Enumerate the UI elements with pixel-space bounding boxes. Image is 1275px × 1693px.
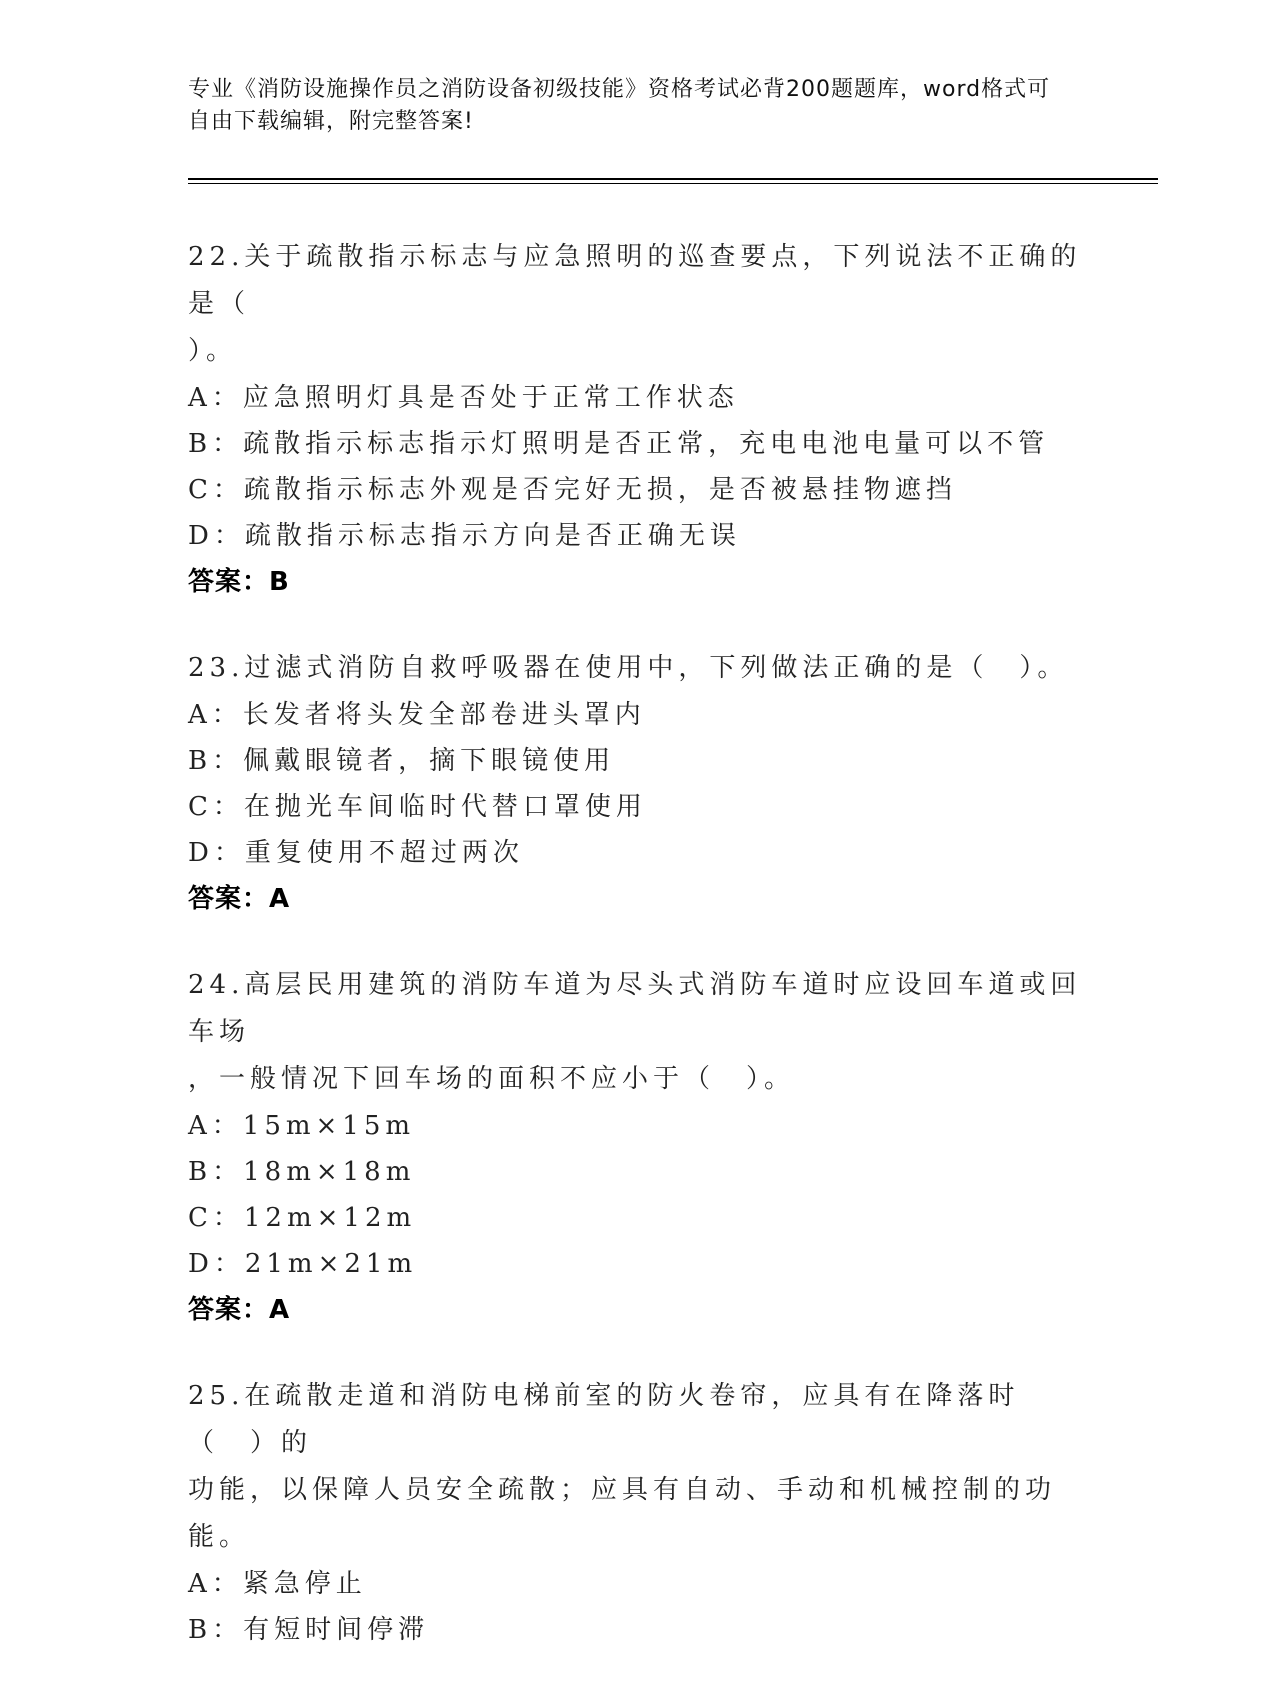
- answer-label: 答案：: [188, 884, 270, 914]
- option-b: B：有短时间停滞: [188, 1615, 430, 1645]
- option-c: C：在抛光车间临时代替口罩使用: [188, 792, 647, 822]
- answer-label: 答案：: [188, 1295, 270, 1325]
- question-text-line: 22.关于疏散指示标志与应急照明的巡查要点，下列说法不正确的是（: [188, 242, 1082, 319]
- answer-value: A: [269, 884, 290, 914]
- option-d: D：疏散指示标志指示方向是否正确无误: [188, 521, 741, 551]
- question-text-line: 功能，以保障人员安全疏散；应具有自动、手动和机械控制的功能。: [188, 1475, 1057, 1552]
- option-a: A：长发者将头发全部卷进头罩内: [188, 700, 646, 730]
- question-text-line: 25.在疏散走道和消防电梯前室的防火卷帘，应具有在降落时（ ）的: [188, 1381, 1020, 1458]
- option-a: A：15m×15m: [188, 1111, 416, 1141]
- question-23: [188, 645, 1088, 922]
- answer-line: [188, 559, 1088, 605]
- question-25: [188, 1373, 1088, 1653]
- question-text-line: ，一般情况下回车场的面积不应小于（ ）。: [188, 1064, 796, 1094]
- option-d: D：21m×21m: [188, 1249, 418, 1279]
- question-list: [188, 234, 1088, 1693]
- question-text-line: 23.过滤式消防自救呼吸器在使用中，下列做法正确的是（ ）。: [188, 653, 1069, 683]
- option-a: A：紧急停止: [188, 1569, 367, 1599]
- option-b: B：18m×18m: [188, 1157, 416, 1187]
- answer-label: 答案：: [188, 567, 270, 597]
- answer-value: B: [269, 567, 289, 597]
- option-c: C：12m×12m: [188, 1203, 417, 1233]
- option-d: D：重复使用不超过两次: [188, 838, 524, 868]
- option-b: B：疏散指示标志指示灯照明是否正常，充电电池电量可以不管: [188, 429, 1050, 459]
- option-c: C：疏散指示标志外观是否完好无损，是否被悬挂物遮挡: [188, 475, 957, 505]
- document-header: 专业《消防设施操作员之消防设备初级技能》资格考试必背200题题库，word格式可自由下载编辑，附完整答案!: [188, 77, 1051, 134]
- option-a: A：应急照明灯具是否处于正常工作状态: [188, 383, 739, 413]
- question-text-line: 24.高层民用建筑的消防车道为尽头式消防车道时应设回车道或回车场: [188, 970, 1082, 1047]
- answer-line: [188, 876, 1088, 922]
- question-24: [188, 962, 1088, 1333]
- question-text-line: ）。: [188, 336, 238, 366]
- option-b: B：佩戴眼镜者，摘下眼镜使用: [188, 746, 616, 776]
- answer-line: [188, 1287, 1088, 1333]
- question-22: [188, 234, 1088, 605]
- header-rule-thick: [188, 178, 1158, 180]
- header-rule-thin: [188, 183, 1158, 184]
- answer-value: A: [269, 1295, 290, 1325]
